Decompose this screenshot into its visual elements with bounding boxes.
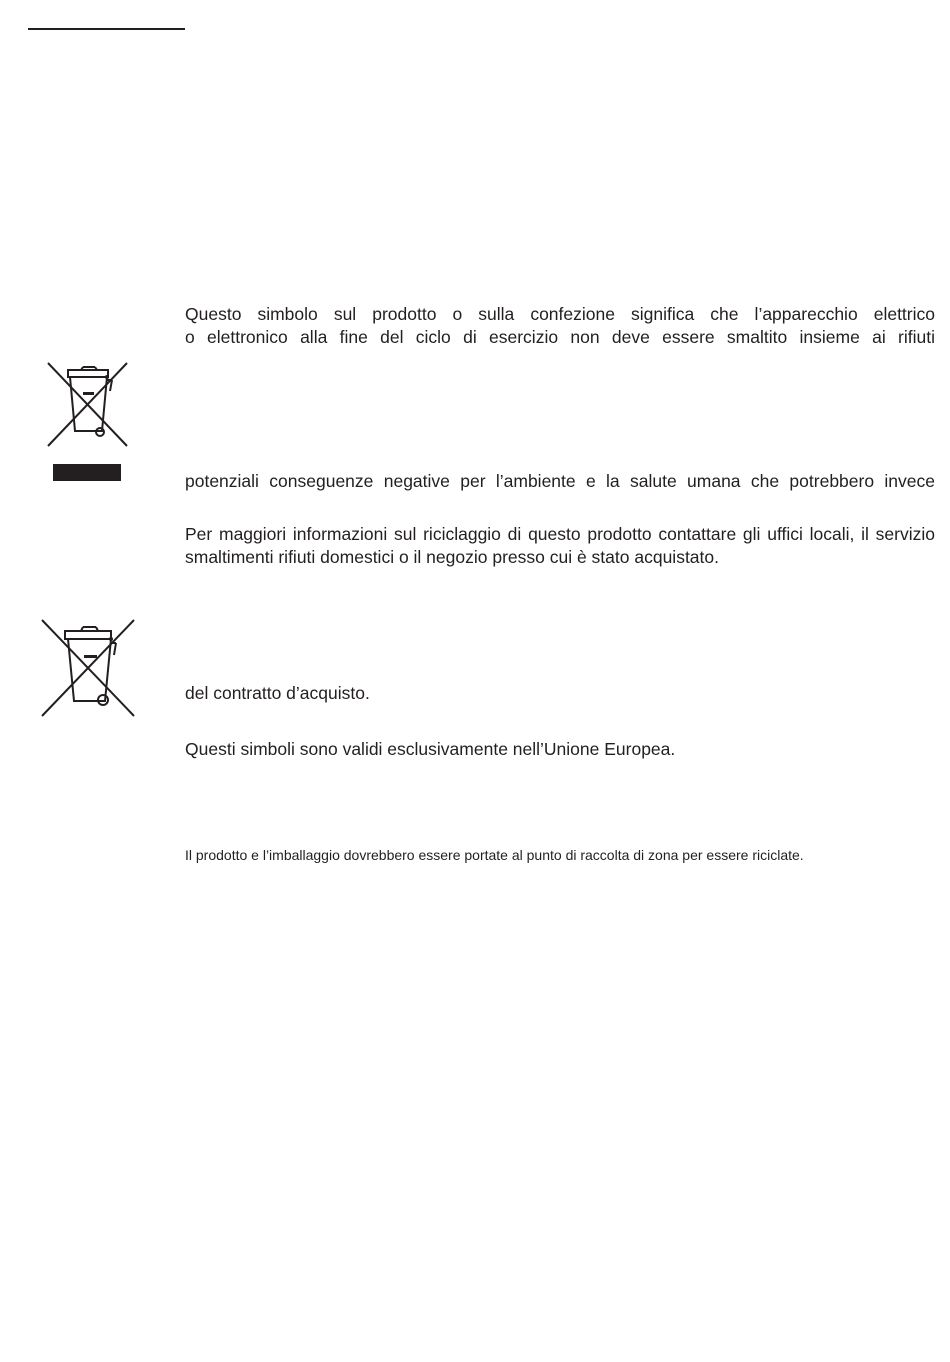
eu-only-text: Questi simboli sono validi esclusivamente nell’Unione Europea. (185, 739, 676, 759)
weee-crossed-bin-icon (45, 360, 130, 448)
separate-collection-bar (53, 464, 121, 481)
weee-intro-line-2: o elettronico alla fine del ciclo di esercizio non deve essere smaltito insieme ai rifiuti (185, 327, 935, 347)
more-info-paragraph: Per maggiori informazioni sul riciclaggio di questo prodotto contattare gli uffici locali, il servizio smaltimenti rifiuti domestici o il negozio presso cui è stato acquistato. (185, 524, 935, 567)
weee-consequences: potenziali conseguenze negative per l’ambiente e la salute umana che potrebbero invece (185, 471, 935, 491)
battery-crossed-bin-icon (39, 617, 137, 719)
weee-intro-line-1: Questo simbolo sul prodotto o sulla confezione significa che l’apparecchio elettrico (185, 304, 935, 324)
header-rule (28, 28, 185, 30)
packaging-recycling-text: Il prodotto e l’imballaggio dovrebbero essere portate al punto di raccolta di zona per essere riciclate. (185, 847, 804, 863)
battery-contract-text: del contratto d’acquisto. (185, 683, 370, 703)
